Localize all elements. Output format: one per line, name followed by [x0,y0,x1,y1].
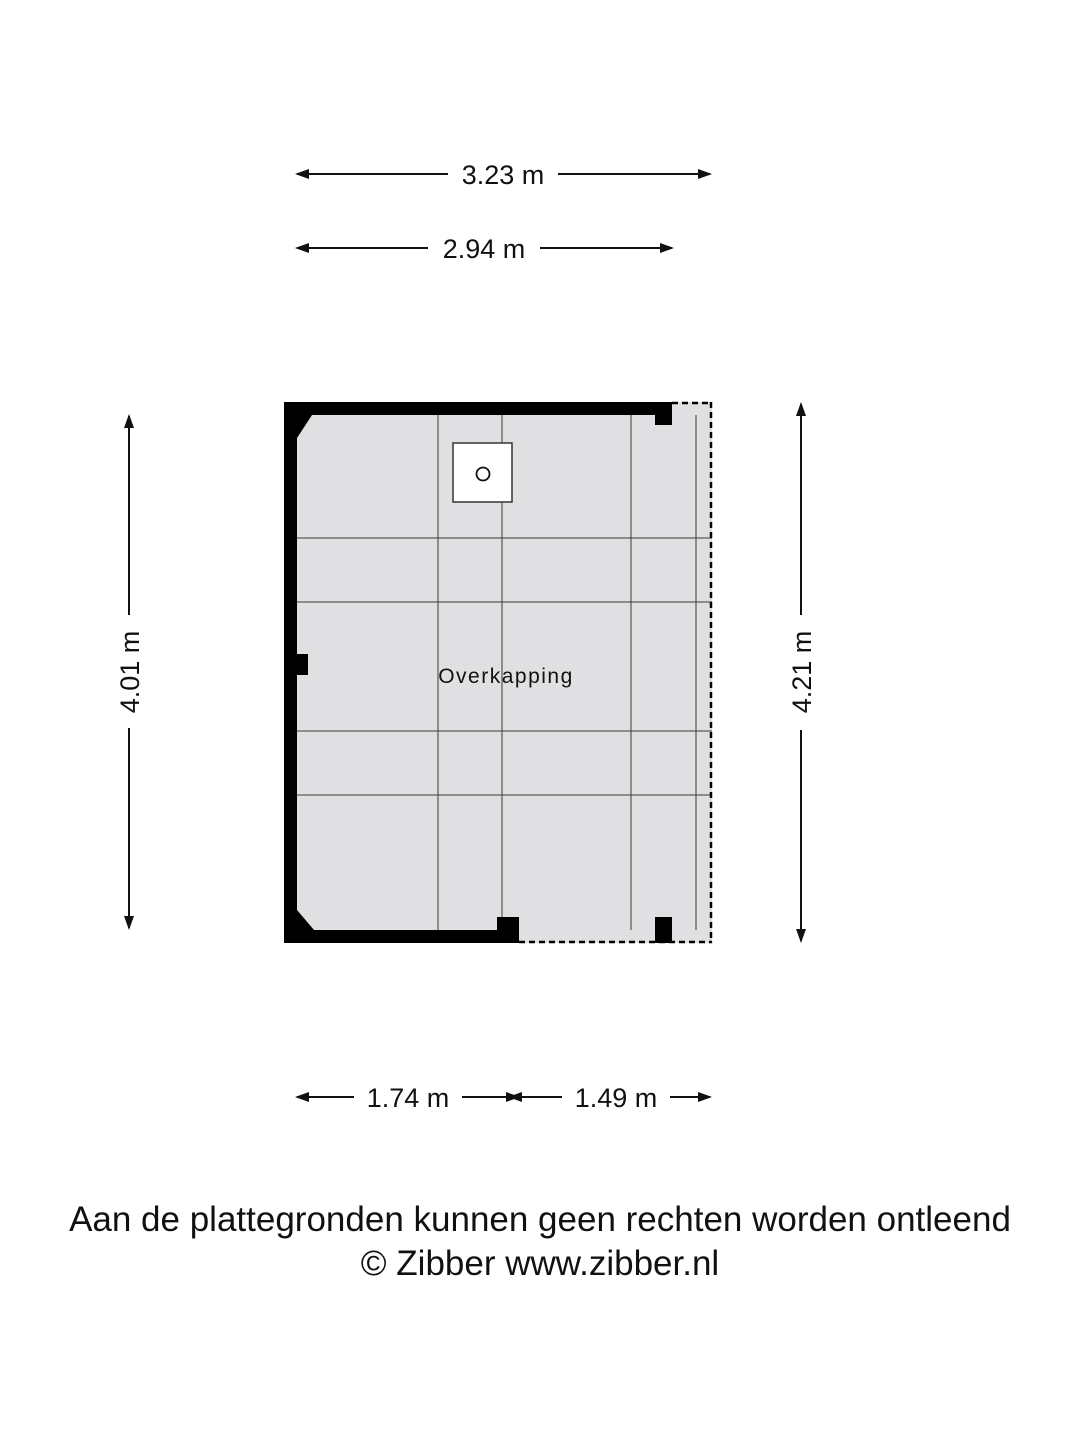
dimension-label: 4.21 m [787,630,817,714]
column-top-right [655,402,672,425]
room-label: Overkapping [438,665,574,688]
copyright-text: © Zibber www.zibber.nl [360,1244,720,1283]
dimension-label: 2.94 m [442,234,526,264]
wall-bottom [284,930,519,943]
dimension-bottom-left [297,1083,518,1113]
dimension-right-height [787,404,817,941]
dimension-label: 1.74 m [366,1083,450,1113]
dimension-label: 3.23 m [461,160,545,190]
column-bottom-middle [497,917,519,930]
dimension-top-outer [297,160,710,190]
drain-fixture [453,443,512,502]
fixture-box [453,443,512,502]
disclaimer-text: Aan de plattegronden kunnen geen rechten worden ontleend [69,1200,1011,1239]
dimension-label: 4.01 m [115,630,145,714]
column-bottom-right [655,917,672,943]
wall-left [284,402,297,943]
dimension-bottom-right [510,1083,710,1113]
dimension-left-height [115,416,145,928]
column-left-middle [297,654,308,675]
wall-top [284,402,672,415]
dimension-label: 1.49 m [574,1083,658,1113]
dimension-top-inner [297,234,672,264]
